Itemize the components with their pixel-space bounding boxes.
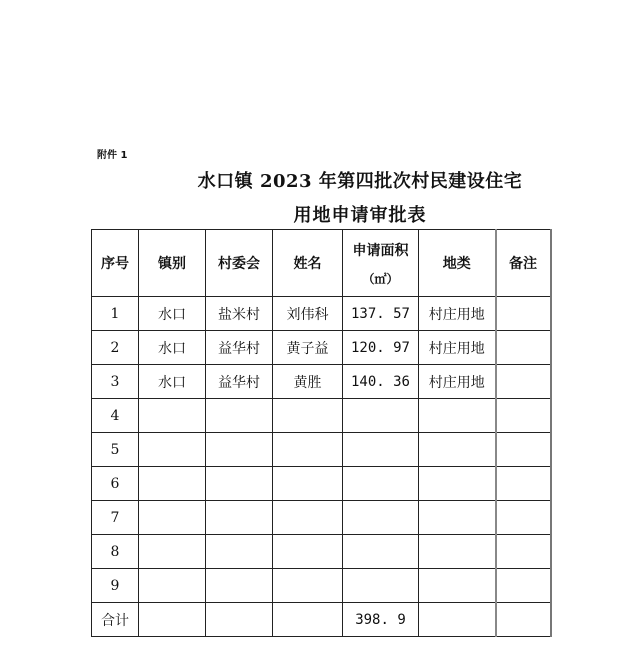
cell-name [273,399,343,433]
cell-area [343,467,419,501]
cell-name: 黄子益 [273,331,343,365]
cell-remark [496,467,551,501]
cell-name [273,535,343,569]
cell-remark [496,603,551,637]
cell-land-type: 村庄用地 [419,297,496,331]
cell-town [139,569,206,603]
cell-village: 益华村 [206,365,273,399]
cell-village [206,501,273,535]
cell-town [139,467,206,501]
cell-land-type [419,501,496,535]
cell-name: 黄胜 [273,365,343,399]
cell-land-type [419,467,496,501]
header-village: 村委会 [206,230,273,297]
header-name: 姓名 [273,230,343,297]
table-row [92,399,551,433]
cell-town [139,399,206,433]
cell-remark [496,399,551,433]
cell-name [273,433,343,467]
table-row [92,535,551,569]
cell-town [139,603,206,637]
cell-land-type: 村庄用地 [419,331,496,365]
cell-land-type: 村庄用地 [419,365,496,399]
cell-index: 8 [92,535,139,569]
cell-index: 7 [92,501,139,535]
cell-name [273,501,343,535]
cell-land-type [419,433,496,467]
attachment-label: 附件 1 [97,150,128,161]
cell-village [206,399,273,433]
cell-area [343,569,419,603]
cell-town: 水口 [139,297,206,331]
cell-name [273,467,343,501]
total-area: 398. 9 [343,603,419,637]
cell-name: 刘伟科 [273,297,343,331]
table-row [92,501,551,535]
cell-area [343,433,419,467]
table-row [92,467,551,501]
cell-remark [496,433,551,467]
table-row [92,297,551,331]
approval-table [91,229,552,637]
header-area-label: 申请面积 [352,242,409,259]
cell-village [206,535,273,569]
cell-village [206,467,273,501]
cell-village [206,603,273,637]
cell-index: 1 [92,297,139,331]
header-index: 序号 [92,230,139,297]
cell-town: 水口 [139,331,206,365]
cell-index: 6 [92,467,139,501]
cell-remark [496,365,551,399]
cell-town: 水口 [139,365,206,399]
cell-village: 益华村 [206,331,273,365]
header-area [343,230,419,297]
cell-index: 3 [92,365,139,399]
total-label: 合计 [92,603,139,637]
header-remark: 备注 [496,230,551,297]
table-row [92,331,551,365]
table-row [92,433,551,467]
cell-area [343,535,419,569]
cell-name [273,569,343,603]
cell-town [139,501,206,535]
cell-land-type [419,399,496,433]
cell-remark [496,501,551,535]
cell-land-type [419,535,496,569]
cell-index: 5 [92,433,139,467]
cell-index: 9 [92,569,139,603]
table-row [92,569,551,603]
cell-name [273,603,343,637]
cell-remark [496,297,551,331]
header-town: 镇别 [139,230,206,297]
table-header-row [92,230,551,297]
cell-town [139,433,206,467]
cell-area: 137. 57 [343,297,419,331]
cell-town [139,535,206,569]
document-title-line2: 用地申请审批表 [293,205,427,226]
document-title-line1: 水口镇 2023 年第四批次村民建设住宅 [197,171,523,192]
cell-remark [496,569,551,603]
cell-index: 2 [92,331,139,365]
cell-land-type [419,603,496,637]
cell-area [343,399,419,433]
cell-land-type [419,569,496,603]
total-row [92,603,551,637]
header-land-type: 地类 [419,230,496,297]
cell-area [343,501,419,535]
cell-remark [496,535,551,569]
table-row [92,365,551,399]
cell-remark [496,331,551,365]
header-area-unit: （㎡） [362,271,399,286]
cell-village [206,433,273,467]
cell-area: 140. 36 [343,365,419,399]
cell-area: 120. 97 [343,331,419,365]
cell-index: 4 [92,399,139,433]
cell-village [206,569,273,603]
cell-village: 盐米村 [206,297,273,331]
